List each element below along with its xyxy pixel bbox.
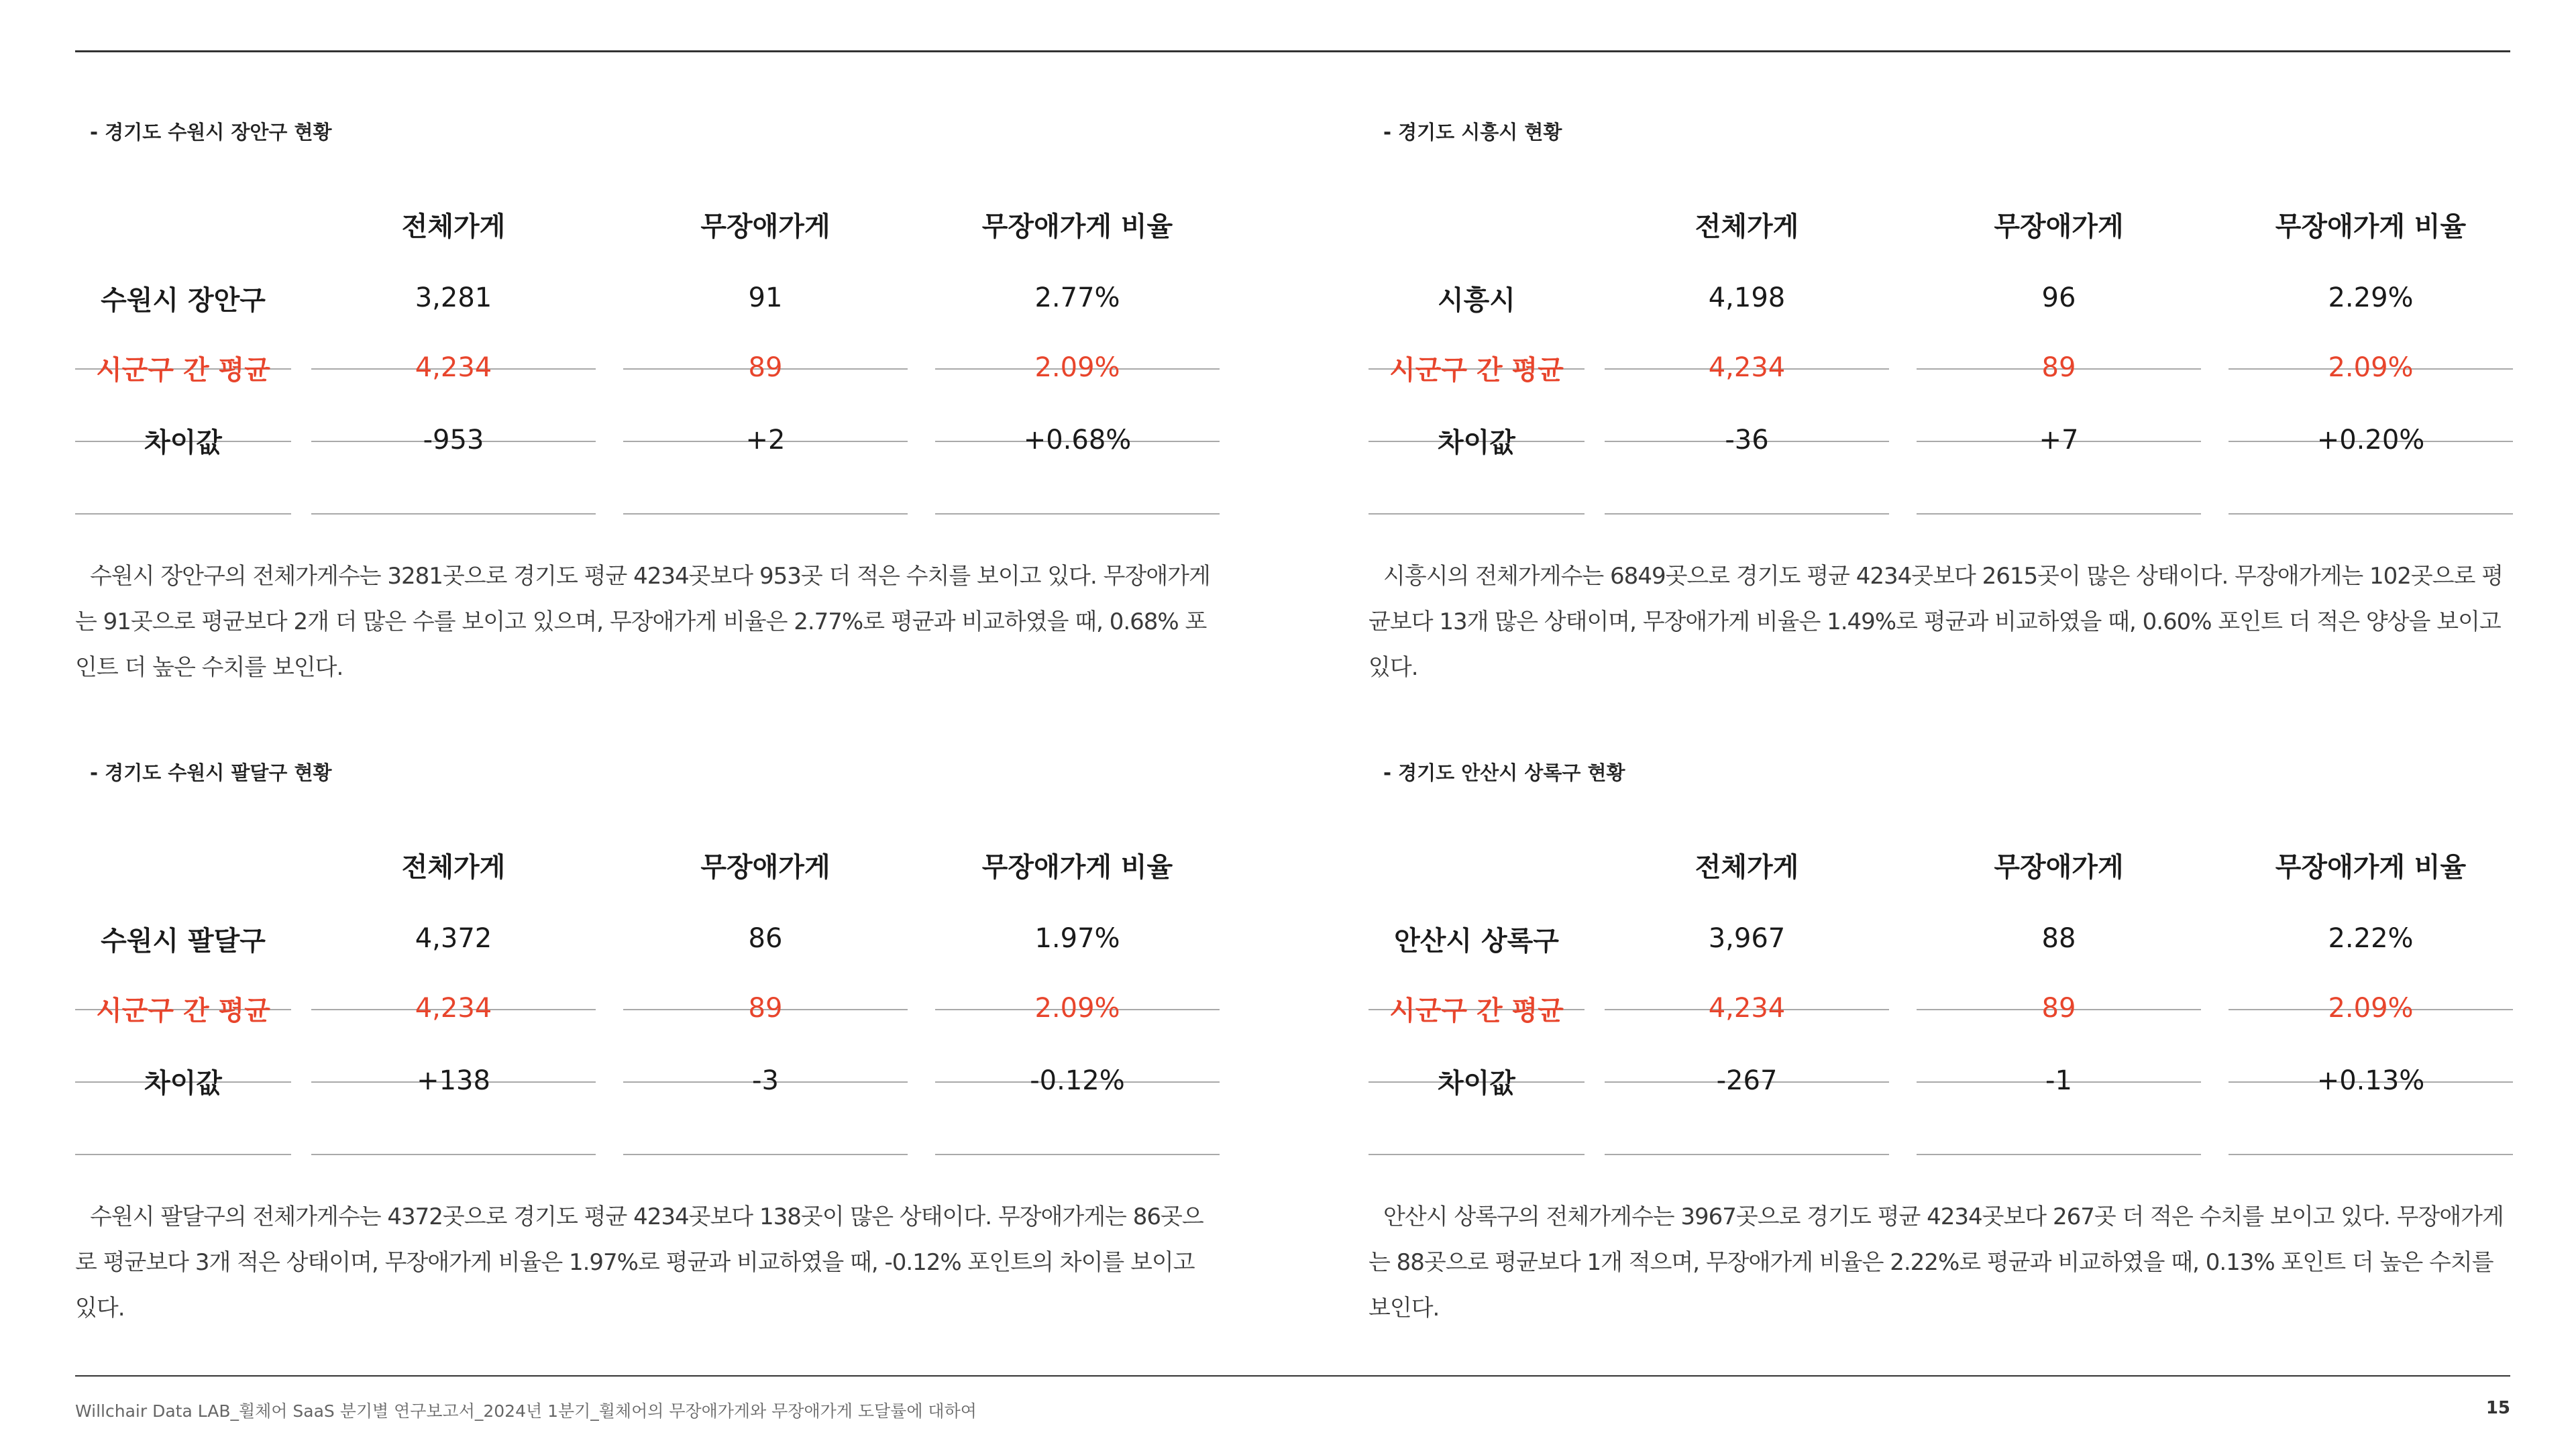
stats-table (75, 828, 1216, 1117)
row-label-region: 수원시 팔달구 (101, 925, 266, 957)
table-cell: -1 (2045, 1065, 2072, 1096)
row-label-region: 수원시 장안구 (101, 284, 266, 316)
table-cell: 91 (748, 282, 783, 313)
table-cell: +2 (745, 425, 786, 455)
section-title: - 경기도 수원시 장안구 현황 (90, 121, 332, 144)
table-cell: -953 (423, 425, 484, 455)
row-label-average: 시군구 간 평균 (1389, 354, 1564, 386)
table-cell: 3,281 (415, 282, 492, 313)
row-label-region: 안산시 상록구 (1394, 925, 1559, 957)
table-cell: -0.12% (1030, 1065, 1125, 1096)
table-cell: 2.09% (2328, 993, 2414, 1024)
table-cell: +138 (417, 1065, 490, 1096)
section-paragraph: 수원시 장안구의 전체가게수는 3281곳으로 경기도 평균 4234곳보다 953곳 더 적은 수치를 보이고 있다. 무장애가게는 91곳으로 평균보다 2개 더 많은 수를 보이고 있으며, 무장애가게 비율은 2.77%로 평균과 비교하였을 때, 0.68% 포인트 더 높은 수치를 보인다. (75, 563, 1210, 681)
row-label-difference: 차이값 (144, 427, 222, 458)
table-header-cell: 전체가게 (1695, 851, 1799, 883)
table-header-cell (75, 188, 291, 260)
table-divider (1605, 513, 1889, 515)
row-label-difference: 차이값 (1438, 427, 1515, 458)
table-header-cell: 전체가게 (1695, 211, 1799, 242)
table-cell: 89 (748, 993, 783, 1024)
table-cell: 1.97% (1034, 923, 1120, 954)
page-number: 15 (2485, 1398, 2510, 1418)
table-cell: 2.22% (2328, 923, 2414, 954)
section-paragraph: 안산시 상록구의 전체가게수는 3967곳으로 경기도 평균 4234곳보다 267곳 더 적은 수치를 보이고 있다. 무장애가게는 88곳으로 평균보다 1개 적으며, 무장애가게 비율은 2.22%로 평균과 비교하였을 때, 0.13% 포인트 더 높은 수치를 보인다. (1368, 1203, 2504, 1322)
table-divider (75, 1154, 291, 1155)
table-cell: 2.09% (2328, 352, 2414, 383)
table-header-cell: 전체가게 (401, 211, 506, 242)
table-header-cell: 무장애가게 비율 (2275, 851, 2467, 883)
table-divider (1917, 1154, 2201, 1155)
table-cell: 89 (748, 352, 783, 383)
table-cell: 4,234 (415, 352, 492, 383)
table-divider (311, 513, 596, 515)
table-divider (311, 1154, 596, 1155)
table-divider (1917, 513, 2201, 515)
table-header-cell: 무장애가게 (700, 211, 830, 242)
table-cell: 4,234 (415, 993, 492, 1024)
row-label-average: 시군구 간 평균 (96, 995, 270, 1026)
row-label-average: 시군구 간 평균 (96, 354, 270, 386)
table-cell: 4,372 (415, 923, 492, 954)
stats-table (75, 188, 1216, 476)
stats-table (1368, 828, 2509, 1117)
section-title: - 경기도 안산시 상록구 현황 (1383, 761, 1625, 784)
row-label-region: 시흥시 (1438, 284, 1515, 316)
table-cell: +0.68% (1023, 425, 1132, 455)
table-cell: 4,234 (1708, 993, 1786, 1024)
table-cell: 89 (2041, 993, 2076, 1024)
table-header-cell (1368, 828, 1585, 901)
table-cell: 96 (2041, 282, 2076, 313)
table-divider (623, 513, 908, 515)
table-cell: 4,198 (1708, 282, 1786, 313)
section-title: - 경기도 수원시 팔달구 현황 (90, 761, 332, 784)
table-divider (2229, 513, 2513, 515)
row-label-difference: 차이값 (144, 1067, 222, 1099)
table-divider (75, 513, 291, 515)
table-cell: 2.29% (2328, 282, 2414, 313)
table-cell: 3,967 (1708, 923, 1786, 954)
stats-table (1368, 188, 2509, 476)
row-label-difference: 차이값 (1438, 1067, 1515, 1099)
table-cell: 2.09% (1034, 352, 1120, 383)
table-header-cell (1368, 188, 1585, 260)
table-header-cell: 무장애가게 비율 (981, 211, 1173, 242)
table-header-cell: 무장애가게 비율 (981, 851, 1173, 883)
table-header-cell: 무장애가게 (1994, 211, 2124, 242)
table-cell: 89 (2041, 352, 2076, 383)
table-cell: +0.13% (2316, 1065, 2425, 1096)
bottom-rule (75, 1375, 2510, 1377)
table-cell: +0.20% (2316, 425, 2425, 455)
table-divider (1368, 513, 1585, 515)
table-divider (623, 1154, 908, 1155)
table-header-cell: 전체가게 (401, 851, 506, 883)
table-cell: 4,234 (1708, 352, 1786, 383)
top-rule (75, 50, 2510, 52)
table-cell: +7 (2039, 425, 2079, 455)
table-cell: 2.77% (1034, 282, 1120, 313)
footer-text: Willchair Data LAB_휠체어 SaaS 분기별 연구보고서_2024년 1분기_휠체어의 무장애가게와 무장애가게 도달률에 대하여 (75, 1401, 977, 1421)
table-divider (935, 1154, 1220, 1155)
table-divider (2229, 1154, 2513, 1155)
table-header-cell: 무장애가게 (1994, 851, 2124, 883)
table-header-cell: 무장애가게 (700, 851, 830, 883)
table-divider (935, 513, 1220, 515)
table-cell: -3 (752, 1065, 779, 1096)
section-title: - 경기도 시흥시 현황 (1383, 121, 1562, 144)
section-paragraph: 시흥시의 전체가게수는 6849곳으로 경기도 평균 4234곳보다 2615곳이 많은 상태이다. 무장애가게는 102곳으로 평균보다 13개 많은 상태이며, 무장애가게 비율은 1.49%로 평균과 비교하였을 때, 0.60% 포인트 더 적은 양상을 보이고 있다. (1368, 563, 2504, 681)
table-header-cell (75, 828, 291, 901)
table-divider (1368, 1154, 1585, 1155)
row-label-average: 시군구 간 평균 (1389, 995, 1564, 1026)
section-paragraph: 수원시 팔달구의 전체가게수는 4372곳으로 경기도 평균 4234곳보다 138곳이 많은 상태이다. 무장애가게는 86곳으로 평균보다 3개 적은 상태이며, 무장애가게 비율은 1.97%로 평균과 비교하였을 때, -0.12% 포인트의 차이를 보이고 있다. (75, 1203, 1203, 1322)
table-cell: -267 (1716, 1065, 1778, 1096)
table-cell: 2.09% (1034, 993, 1120, 1024)
table-header-cell: 무장애가게 비율 (2275, 211, 2467, 242)
table-cell: -36 (1725, 425, 1769, 455)
table-divider (1605, 1154, 1889, 1155)
table-cell: 86 (748, 923, 783, 954)
table-cell: 88 (2041, 923, 2076, 954)
